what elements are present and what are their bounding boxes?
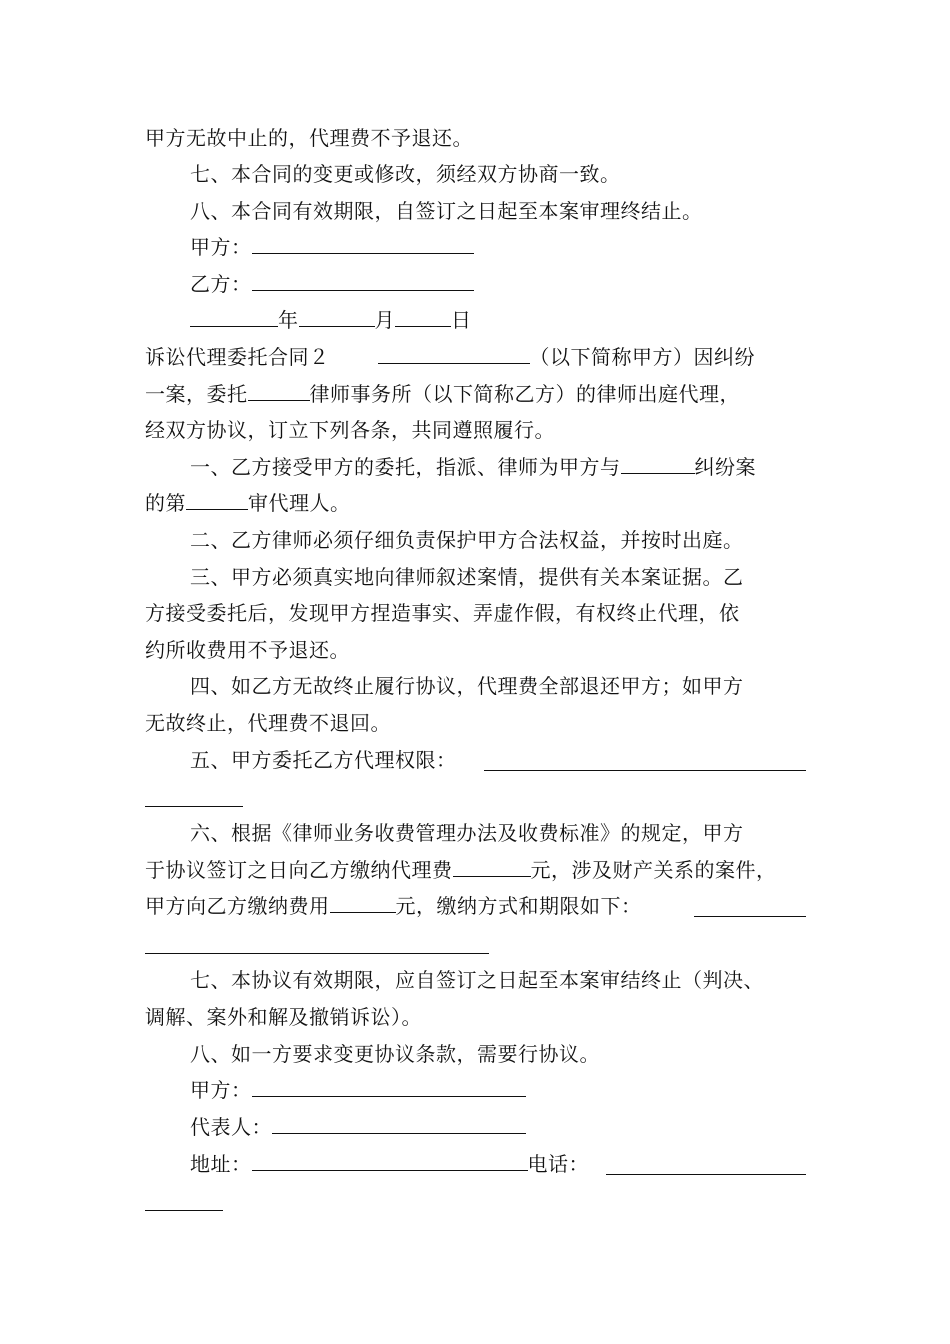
clause-5-line: 五、甲方委托乙方代理权限： [190, 748, 457, 772]
party-b-blank [252, 272, 474, 291]
paragraph-line [145, 489, 351, 517]
clause-3-line: 三、甲方必须真实地向律师叙述案情，提供有关本案证据。乙 [190, 565, 744, 589]
law-firm-blank [248, 382, 310, 401]
contract-title-line [145, 343, 755, 371]
party-a-blank [252, 1078, 526, 1097]
text-span: 一、乙方接受甲方的委托，指派、律师为甲方与 [190, 455, 621, 479]
text-span: 的第 [145, 491, 186, 515]
month-label: 月 [374, 308, 395, 332]
text-span: 元，缴纳方式和期限如下： [395, 894, 642, 918]
party-a-sign-line [190, 1076, 526, 1104]
text-span: 审代理人。 [248, 491, 351, 515]
phone-blank [606, 1174, 806, 1175]
dispute-blank [621, 455, 695, 474]
representative-blank [272, 1115, 526, 1134]
clause-8-line: 八、如一方要求变更协议条款，需要行协议。 [190, 1042, 600, 1066]
clause-6-line: 六、根据《律师业务收费管理办法及收费标准》的规定，甲方 [190, 821, 744, 845]
party-b-line [190, 270, 474, 298]
authority-blank-cont [145, 806, 243, 807]
clause-7-line: 七、本合同的变更或修改，须经双方协商一致。 [190, 162, 621, 186]
party-b-label: 乙方： [190, 272, 252, 296]
representative-line [190, 1113, 526, 1141]
clause-1-line [190, 453, 756, 481]
month-blank [299, 308, 375, 327]
phone-label: 电话： [527, 1152, 589, 1176]
text-span: 律师事务所（以下简称乙方）的律师出庭代理， [309, 382, 740, 406]
payment-terms-blank-cont [145, 953, 489, 954]
day-label: 日 [451, 308, 472, 332]
party-a-label: 甲方： [190, 235, 252, 259]
party-a-label: 甲方： [190, 1078, 252, 1102]
paragraph-line: 方接受委托后，发现甲方捏造事实、弄虚作假，有权终止代理，依 [145, 601, 740, 625]
party-a-line [190, 233, 474, 261]
agency-fee-blank [453, 858, 531, 877]
year-blank [190, 308, 278, 327]
clause-8-line: 八、本合同有效期限，自签订之日起至本案审理终结止。 [190, 199, 703, 223]
instance-blank [186, 491, 248, 510]
representative-label: 代表人： [190, 1115, 272, 1139]
fee-amount-blank [330, 894, 396, 913]
contract-title: 诉讼代理委托合同２ [145, 345, 330, 369]
text-span: 元，涉及财产关系的案件， [530, 858, 777, 882]
phone-blank-cont [145, 1210, 223, 1211]
day-blank [395, 308, 451, 327]
contract-intro: （以下简称甲方）因纠纷 [529, 345, 755, 369]
paragraph-line [145, 380, 740, 408]
clause-7-line: 七、本协议有效期限，应自签订之日起至本案审结终止（判决、 [190, 968, 764, 992]
clause-4-line: 四、如乙方无故终止履行协议，代理费全部退还甲方；如甲方 [190, 674, 744, 698]
text-span: 一案，委托 [145, 382, 248, 406]
date-line [190, 306, 472, 334]
paragraph-line: 经双方协议，订立下列各条，共同遵照履行。 [145, 418, 555, 442]
party-a-blank [252, 235, 474, 254]
year-label: 年 [278, 308, 299, 332]
client-name-blank [378, 345, 530, 364]
address-phone-line [190, 1150, 589, 1178]
paragraph-line: 调解、案外和解及撤销诉讼）。 [145, 1005, 422, 1029]
text-span: 甲方向乙方缴纳费用 [145, 894, 330, 918]
paragraph-line: 无故终止，代理费不退回。 [145, 711, 391, 735]
paragraph-line: 甲方无故中止的，代理费不予退还。 [145, 126, 473, 150]
address-blank [252, 1152, 528, 1171]
clause-2-line: 二、乙方律师必须仔细负责保护甲方合法权益，并按时出庭。 [190, 528, 744, 552]
payment-terms-blank [694, 916, 806, 917]
paragraph-line [145, 856, 777, 884]
address-label: 地址： [190, 1152, 252, 1176]
authority-blank [484, 770, 806, 771]
paragraph-line [145, 892, 642, 920]
text-span: 于协议签订之日向乙方缴纳代理费 [145, 858, 453, 882]
paragraph-line: 约所收费用不予退还。 [145, 638, 350, 662]
text-span: 纠纷案 [694, 455, 756, 479]
